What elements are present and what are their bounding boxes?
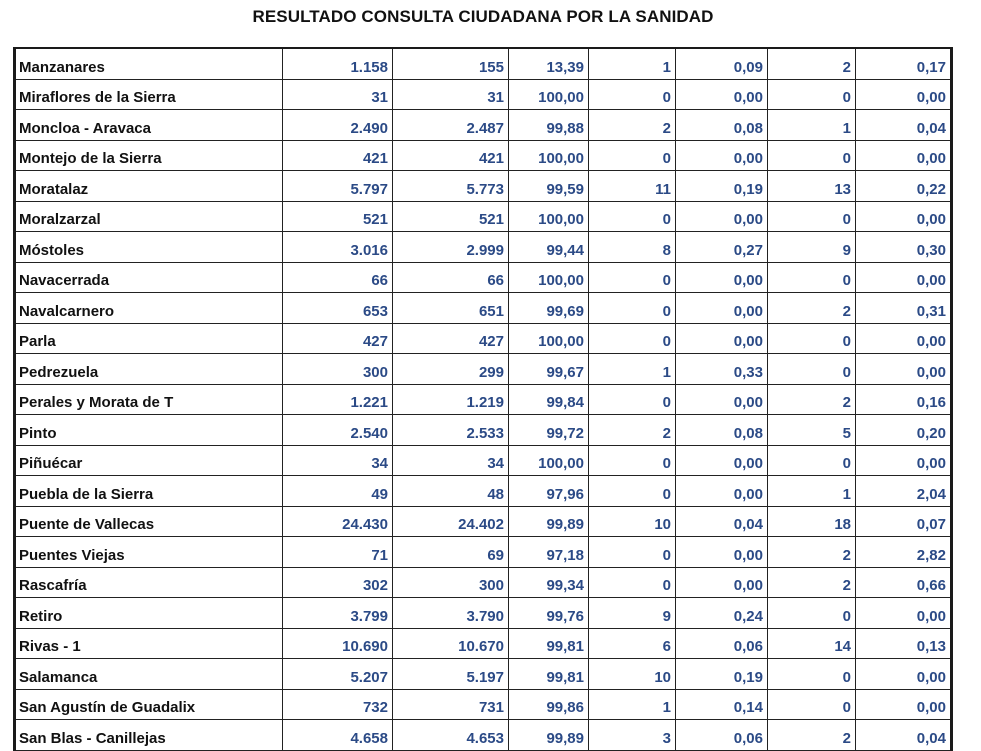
municipality-cell: Piñuécar: [15, 445, 283, 476]
value-cell-c6: 2: [768, 384, 856, 415]
value-cell-c2: 300: [393, 567, 509, 598]
value-cell-c7: 0,04: [856, 720, 952, 751]
value-cell-c2: 2.533: [393, 415, 509, 446]
value-cell-c7: 0,31: [856, 293, 952, 324]
value-cell-c2: 69: [393, 537, 509, 568]
value-cell-c6: 2: [768, 537, 856, 568]
value-cell-c6: 0: [768, 659, 856, 690]
value-cell-c1: 1.158: [283, 48, 393, 79]
value-cell-c5: 0,00: [676, 445, 768, 476]
page-title: RESULTADO CONSULTA CIUDADANA POR LA SANIDAD: [252, 7, 714, 26]
value-cell-c1: 5.207: [283, 659, 393, 690]
value-cell-c3: 100,00: [509, 140, 589, 171]
table-row: [15, 110, 952, 141]
value-cell-c5: 0,19: [676, 659, 768, 690]
value-cell-c5: 0,00: [676, 140, 768, 171]
value-cell-c5: 0,14: [676, 689, 768, 720]
municipality-cell: Retiro: [15, 598, 283, 629]
value-cell-c4: 9: [589, 598, 676, 629]
municipality-cell: San Agustín de Guadalix: [15, 689, 283, 720]
value-cell-c4: 3: [589, 720, 676, 751]
value-cell-c5: 0,00: [676, 293, 768, 324]
value-cell-c5: 0,09: [676, 48, 768, 79]
value-cell-c5: 0,27: [676, 232, 768, 263]
value-cell-c2: 4.653: [393, 720, 509, 751]
value-cell-c5: 0,00: [676, 79, 768, 110]
value-cell-c1: 4.658: [283, 720, 393, 751]
value-cell-c2: 66: [393, 262, 509, 293]
value-cell-c4: 1: [589, 48, 676, 79]
value-cell-c4: 0: [589, 476, 676, 507]
value-cell-c4: 2: [589, 415, 676, 446]
value-cell-c3: 99,67: [509, 354, 589, 385]
value-cell-c4: 0: [589, 201, 676, 232]
value-cell-c7: 0,04: [856, 110, 952, 141]
results-table: [13, 47, 953, 751]
table-row: [15, 720, 952, 751]
value-cell-c3: 100,00: [509, 323, 589, 354]
value-cell-c6: 9: [768, 232, 856, 263]
value-cell-c3: 99,69: [509, 293, 589, 324]
value-cell-c6: 0: [768, 79, 856, 110]
value-cell-c7: 0,17: [856, 48, 952, 79]
value-cell-c6: 0: [768, 323, 856, 354]
value-cell-c6: 2: [768, 720, 856, 751]
table-row: [15, 506, 952, 537]
value-cell-c3: 100,00: [509, 79, 589, 110]
value-cell-c3: 97,96: [509, 476, 589, 507]
value-cell-c1: 3.016: [283, 232, 393, 263]
value-cell-c5: 0,00: [676, 384, 768, 415]
value-cell-c4: 8: [589, 232, 676, 263]
municipality-cell: Puente de Vallecas: [15, 506, 283, 537]
value-cell-c4: 1: [589, 689, 676, 720]
value-cell-c7: 0,00: [856, 323, 952, 354]
municipality-cell: Pedrezuela: [15, 354, 283, 385]
value-cell-c1: 1.221: [283, 384, 393, 415]
value-cell-c3: 99,72: [509, 415, 589, 446]
value-cell-c4: 11: [589, 171, 676, 202]
value-cell-c2: 1.219: [393, 384, 509, 415]
value-cell-c1: 34: [283, 445, 393, 476]
value-cell-c3: 99,84: [509, 384, 589, 415]
value-cell-c6: 0: [768, 598, 856, 629]
value-cell-c7: 0,22: [856, 171, 952, 202]
table-row: [15, 659, 952, 690]
value-cell-c6: 2: [768, 293, 856, 324]
table-row: [15, 140, 952, 171]
value-cell-c2: 2.999: [393, 232, 509, 263]
value-cell-c7: 0,13: [856, 628, 952, 659]
value-cell-c7: 0,00: [856, 445, 952, 476]
value-cell-c6: 14: [768, 628, 856, 659]
value-cell-c7: 0,30: [856, 232, 952, 263]
value-cell-c6: 5: [768, 415, 856, 446]
value-cell-c2: 31: [393, 79, 509, 110]
value-cell-c5: 0,00: [676, 567, 768, 598]
municipality-cell: Navacerrada: [15, 262, 283, 293]
table-row: [15, 628, 952, 659]
value-cell-c6: 18: [768, 506, 856, 537]
value-cell-c7: 0,66: [856, 567, 952, 598]
value-cell-c1: 421: [283, 140, 393, 171]
value-cell-c7: 2,04: [856, 476, 952, 507]
value-cell-c6: 0: [768, 354, 856, 385]
value-cell-c4: 2: [589, 110, 676, 141]
value-cell-c5: 0,08: [676, 415, 768, 446]
value-cell-c1: 521: [283, 201, 393, 232]
results-table-body: [15, 48, 952, 750]
table-row: [15, 354, 952, 385]
municipality-cell: Salamanca: [15, 659, 283, 690]
value-cell-c2: 34: [393, 445, 509, 476]
value-cell-c4: 1: [589, 354, 676, 385]
value-cell-c2: 427: [393, 323, 509, 354]
value-cell-c1: 653: [283, 293, 393, 324]
value-cell-c3: 13,39: [509, 48, 589, 79]
value-cell-c6: 13: [768, 171, 856, 202]
table-row: [15, 384, 952, 415]
value-cell-c4: 6: [589, 628, 676, 659]
value-cell-c1: 3.799: [283, 598, 393, 629]
value-cell-c5: 0,08: [676, 110, 768, 141]
value-cell-c1: 427: [283, 323, 393, 354]
value-cell-c2: 48: [393, 476, 509, 507]
value-cell-c6: 1: [768, 110, 856, 141]
value-cell-c1: 66: [283, 262, 393, 293]
value-cell-c4: 0: [589, 262, 676, 293]
value-cell-c4: 0: [589, 445, 676, 476]
value-cell-c2: 5.197: [393, 659, 509, 690]
value-cell-c2: 299: [393, 354, 509, 385]
value-cell-c6: 0: [768, 201, 856, 232]
municipality-cell: San Blas - Canillejas: [15, 720, 283, 751]
value-cell-c7: 0,07: [856, 506, 952, 537]
value-cell-c2: 155: [393, 48, 509, 79]
value-cell-c2: 731: [393, 689, 509, 720]
value-cell-c1: 2.540: [283, 415, 393, 446]
table-row: [15, 689, 952, 720]
value-cell-c4: 10: [589, 659, 676, 690]
value-cell-c7: 0,16: [856, 384, 952, 415]
table-row: [15, 48, 952, 79]
table-row: [15, 445, 952, 476]
value-cell-c6: 0: [768, 445, 856, 476]
value-cell-c5: 0,19: [676, 171, 768, 202]
municipality-cell: Navalcarnero: [15, 293, 283, 324]
value-cell-c6: 0: [768, 689, 856, 720]
value-cell-c1: 5.797: [283, 171, 393, 202]
value-cell-c5: 0,00: [676, 537, 768, 568]
value-cell-c1: 31: [283, 79, 393, 110]
value-cell-c2: 3.790: [393, 598, 509, 629]
value-cell-c7: 0,00: [856, 79, 952, 110]
value-cell-c7: 0,00: [856, 598, 952, 629]
table-row: [15, 476, 952, 507]
value-cell-c3: 97,18: [509, 537, 589, 568]
value-cell-c5: 0,00: [676, 262, 768, 293]
value-cell-c5: 0,24: [676, 598, 768, 629]
value-cell-c3: 99,44: [509, 232, 589, 263]
municipality-cell: Moratalaz: [15, 171, 283, 202]
value-cell-c3: 99,86: [509, 689, 589, 720]
table-row: [15, 293, 952, 324]
value-cell-c6: 0: [768, 262, 856, 293]
value-cell-c5: 0,00: [676, 323, 768, 354]
value-cell-c1: 10.690: [283, 628, 393, 659]
value-cell-c2: 5.773: [393, 171, 509, 202]
value-cell-c2: 421: [393, 140, 509, 171]
value-cell-c3: 100,00: [509, 201, 589, 232]
value-cell-c4: 0: [589, 140, 676, 171]
value-cell-c1: 300: [283, 354, 393, 385]
table-row: [15, 262, 952, 293]
value-cell-c4: 0: [589, 323, 676, 354]
value-cell-c3: 100,00: [509, 445, 589, 476]
value-cell-c4: 0: [589, 293, 676, 324]
value-cell-c4: 0: [589, 79, 676, 110]
value-cell-c2: 10.670: [393, 628, 509, 659]
value-cell-c4: 0: [589, 384, 676, 415]
municipality-cell: Manzanares: [15, 48, 283, 79]
municipality-cell: Moralzarzal: [15, 201, 283, 232]
results-table-container: [13, 47, 953, 751]
table-row: [15, 79, 952, 110]
value-cell-c6: 0: [768, 140, 856, 171]
value-cell-c3: 99,89: [509, 506, 589, 537]
municipality-cell: Moncloa - Aravaca: [15, 110, 283, 141]
municipality-cell: Puebla de la Sierra: [15, 476, 283, 507]
value-cell-c7: 2,82: [856, 537, 952, 568]
value-cell-c5: 0,00: [676, 476, 768, 507]
value-cell-c7: 0,00: [856, 659, 952, 690]
value-cell-c5: 0,06: [676, 720, 768, 751]
value-cell-c1: 71: [283, 537, 393, 568]
value-cell-c1: 24.430: [283, 506, 393, 537]
value-cell-c6: 2: [768, 567, 856, 598]
value-cell-c5: 0,33: [676, 354, 768, 385]
municipality-cell: Montejo de la Sierra: [15, 140, 283, 171]
municipality-cell: Perales y Morata de T: [15, 384, 283, 415]
municipality-cell: Rascafría: [15, 567, 283, 598]
table-row: [15, 537, 952, 568]
value-cell-c6: 2: [768, 48, 856, 79]
value-cell-c1: 49: [283, 476, 393, 507]
value-cell-c2: 651: [393, 293, 509, 324]
table-row: [15, 232, 952, 263]
value-cell-c4: 10: [589, 506, 676, 537]
value-cell-c2: 24.402: [393, 506, 509, 537]
value-cell-c7: 0,00: [856, 689, 952, 720]
value-cell-c2: 2.487: [393, 110, 509, 141]
value-cell-c1: 302: [283, 567, 393, 598]
value-cell-c7: 0,00: [856, 354, 952, 385]
table-row: [15, 171, 952, 202]
municipality-cell: Pinto: [15, 415, 283, 446]
value-cell-c5: 0,04: [676, 506, 768, 537]
value-cell-c3: 99,34: [509, 567, 589, 598]
municipality-cell: Miraflores de la Sierra: [15, 79, 283, 110]
value-cell-c3: 99,89: [509, 720, 589, 751]
value-cell-c3: 99,88: [509, 110, 589, 141]
value-cell-c3: 99,81: [509, 659, 589, 690]
value-cell-c3: 99,81: [509, 628, 589, 659]
table-row: [15, 201, 952, 232]
table-row: [15, 323, 952, 354]
value-cell-c1: 732: [283, 689, 393, 720]
value-cell-c2: 521: [393, 201, 509, 232]
value-cell-c7: 0,00: [856, 140, 952, 171]
value-cell-c3: 100,00: [509, 262, 589, 293]
value-cell-c5: 0,00: [676, 201, 768, 232]
value-cell-c7: 0,00: [856, 262, 952, 293]
municipality-cell: Móstoles: [15, 232, 283, 263]
value-cell-c3: 99,76: [509, 598, 589, 629]
municipality-cell: Puentes Viejas: [15, 537, 283, 568]
table-row: [15, 567, 952, 598]
value-cell-c5: 0,06: [676, 628, 768, 659]
value-cell-c7: 0,00: [856, 201, 952, 232]
municipality-cell: Rivas - 1: [15, 628, 283, 659]
value-cell-c1: 2.490: [283, 110, 393, 141]
value-cell-c6: 1: [768, 476, 856, 507]
value-cell-c7: 0,20: [856, 415, 952, 446]
table-row: [15, 598, 952, 629]
table-row: [15, 415, 952, 446]
value-cell-c4: 0: [589, 567, 676, 598]
value-cell-c4: 0: [589, 537, 676, 568]
municipality-cell: Parla: [15, 323, 283, 354]
value-cell-c3: 99,59: [509, 171, 589, 202]
